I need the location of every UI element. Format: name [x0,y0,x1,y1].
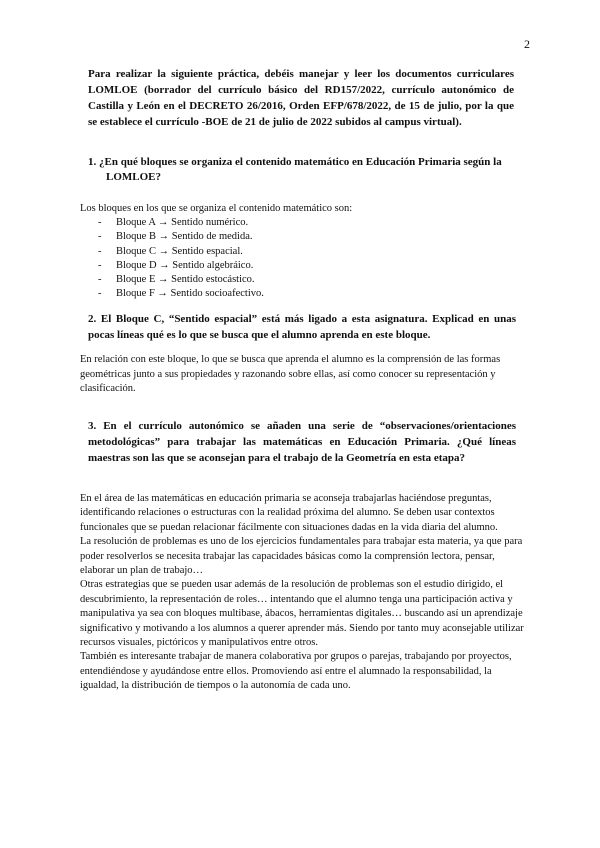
list-item-text: Bloque C → Sentido espacial. [116,245,243,257]
answer-3-paragraph: La resolución de problemas es uno de los ejercicios fundamentales para trabajar esta materia, ya que para poder resolverlos se necesita trabajar las capacidades básicas como la comprensión lectora, pensar, elaborar un plan de trabajo… [80,536,523,577]
list-item-text: Bloque E → Sentido estocástico. [116,274,255,286]
list-item-text: Bloque F → Sentido socioafectivo. [116,288,264,300]
answer-3 [80,492,524,694]
list-item-text: Bloque B → Sentido de medida. [116,231,253,243]
question-1: 1. ¿En qué bloques se organiza el contenido matemático en Educación Primaria según la LOMLOE? [88,156,502,183]
list-item: - Bloque C → Sentido espacial. [98,245,243,257]
blocks-list [80,216,520,301]
question-2: 2. El Bloque C, “Sentido espacial” está más ligado a esta asignatura. Explicad en unas pocas líneas qué es lo que se busca que el alumno aprenda en este bloque. [88,313,516,341]
answer-1-lead: Los bloques en los que se organiza el contenido matemático son: [80,203,353,214]
list-item: - Bloque E → Sentido estocástico. [98,274,255,286]
answer-3-paragraph: En el área de las matemáticas en educación primaria se aconseja trabajarlas haciéndose preguntas, identificando relaciones o estructuras con la realidad próxima del alumno. Se deben usar contextos funcionales que se puedan relacionar fácilmente con situaciones dadas en la vida diaria del alumno. [80,493,498,533]
list-item: - Bloque A → Sentido numérico. [98,217,249,229]
page-number: 2 [524,37,530,51]
list-item: - Bloque B → Sentido de medida. [98,231,253,243]
question-3: 3. En el currículo autonómico se añaden una serie de “observaciones/orientaciones metodológicas” para trabajar las matemáticas en Educación Primaria. ¿Qué líneas maestras son las que se aconsejan para el trabajo de la Geometría en esta etapa? [88,420,516,464]
answer-3-paragraph: También es interesante trabajar de manera colaborativa por grupos o parejas, trabajando por proyectos, entendiéndose y ayudándose entre ellos. Promoviendo así entre el alumnado la responsabilidad, la igualdad, la distribución de tiempos o la autonomía de cada uno. [80,651,512,692]
answer-2: En relación con este bloque, lo que se busca que aprenda el alumno es la comprensión de las formas geométricas junto a sus propiedades y razonando sobre ellas, así como conocer su representación y clasificación. [80,354,501,394]
answer-3-paragraph: Otras estrategias que se pueden usar además de la resolución de problemas son el estudio dirigido, el descubrimiento, la representación de roles… intentando que el alumno tenga una participación activa y manipulativa ya sea con bloques multibase, ábacos, herramientas digitales… buscando así un aprendizaje significativo y motivando a los alumnos a querer aprender más. Siendo por tanto muy aconsejable utilizar recursos visuales, pictóricos y manipulativos entre otros. [80,579,524,649]
list-item: - Bloque D → Sentido algebráico. [98,259,254,271]
answer-1 [80,202,520,301]
list-item-text: Bloque A → Sentido numérico. [116,217,249,229]
list-item-text: Bloque D → Sentido algebráico. [116,259,254,271]
list-item: - Bloque F → Sentido socioafectivo. [98,288,264,300]
instructions-paragraph: Para realizar la siguiente práctica, debéis manejar y leer los documentos curriculares LOMLOE (borrador del currículo básico del RD157/2022, currículo autonómico de Castilla y León en el DECRETO 26/2016, Orden EFP/678/2022, de 15 de julio, por la que se establece el currículo -BOE de 21 de julio de 2022 subidos al campus virtual). [88,68,514,128]
